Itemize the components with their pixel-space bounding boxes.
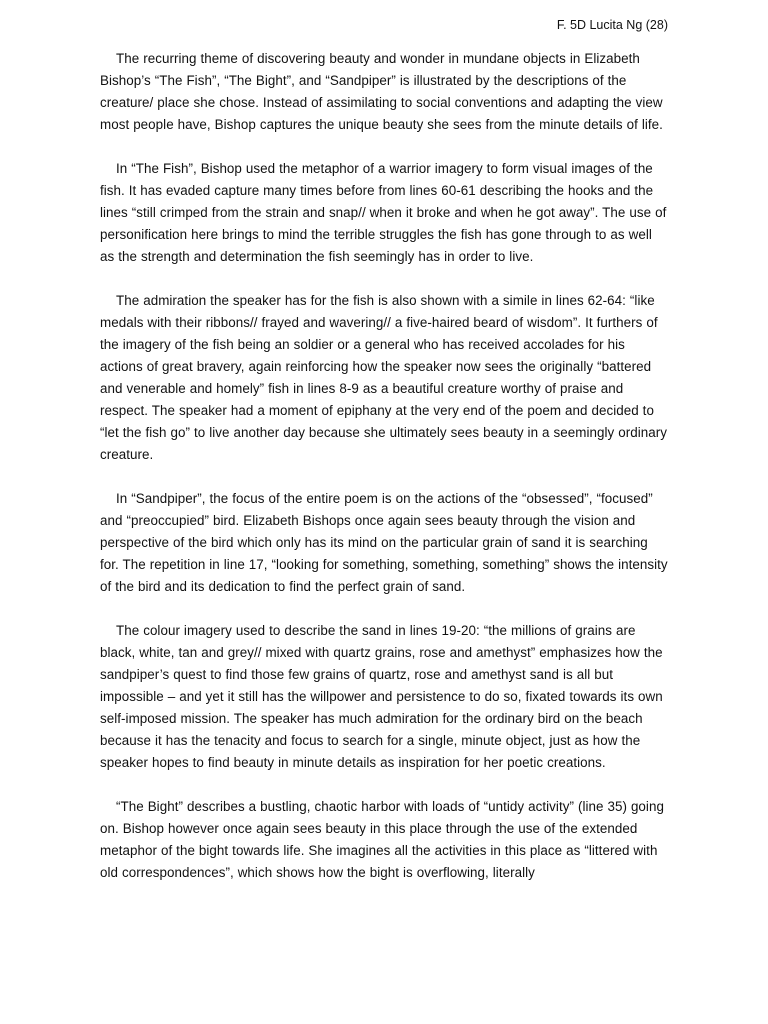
paragraph-3: The admiration the speaker has for the fish is also shown with a simile in lines 62-64: “like medals with their ribbons// frayed and wavering// a five-haired beard of wisdom”. It furthers of the imagery of the fish being an soldier or a general who has received accolades for his actions of great bravery, again reinforcing how the speaker now sees the originally “battered and venerable and homely” fish in lines 8-9 as a beautiful creature worthy of praise and respect. The speaker had a moment of epiphany at the very end of the poem and decided to “let the fish go” to live another day because she ultimately sees beauty in a seemingly ordinary creature. <box>100 293 667 462</box>
page-header: F. 5D Lucita Ng (28) <box>556 18 668 32</box>
paragraph-6: “The Bight” describes a bustling, chaotic harbor with loads of “untidy activity” (line 35) going on. Bishop however once again sees beauty in this place through the use of the extended metaphor of the bight towards life. She imagines all the activities in this place as “littered with old correspondences”, which shows how the bight is overflowing, literally <box>100 799 664 880</box>
paragraph-2: In “The Fish”, Bishop used the metaphor of a warrior imagery to form visual images of the fish. It has evaded capture many times before from lines 60-61 describing the hooks and the lines “still crimped from the strain and snap// when it broke and when he got away”. The use of personification here brings to mind the terrible struggles the fish has gone through to as well as the strength and determination the fish seemingly has in order to live. <box>100 161 667 264</box>
paragraph-5: The colour imagery used to describe the sand in lines 19-20: “the millions of grains are black, white, tan and grey// mixed with quartz grains, rose and amethyst” emphasizes how the sandpiper’s quest to find those few grains of quartz, rose and amethyst sand is all but impossible – and yet it still has the willpower and persistence to do so, fixated towards its own self-imposed mission. The speaker has much admiration for the ordinary bird on the beach because it has the tenacity and focus to search for a single, minute object, just as how the speaker hopes to find beauty in minute details as inspiration for her poetic creations. <box>100 623 663 770</box>
paragraph-4: In “Sandpiper”, the focus of the entire poem is on the actions of the “obsessed”, “focused” and “preoccupied” bird. Elizabeth Bishops once again sees beauty through the vision and perspective of the bird which only has its mind on the particular grain of sand it is searching for. The repetition in line 17, “looking for something, something, something” shows the intensity of the bird and its dedication to find the perfect grain of sand. <box>100 491 668 594</box>
essay-body <box>100 48 668 906</box>
paragraph-1: The recurring theme of discovering beauty and wonder in mundane objects in Elizabeth Bishop’s “The Fish”, “The Bight”, and “Sandpiper” is illustrated by the descriptions of the creature/ place she chose. Instead of assimilating to social conventions and adapting the view most people have, Bishop captures the unique beauty she sees from the minute details of life. <box>100 51 663 132</box>
